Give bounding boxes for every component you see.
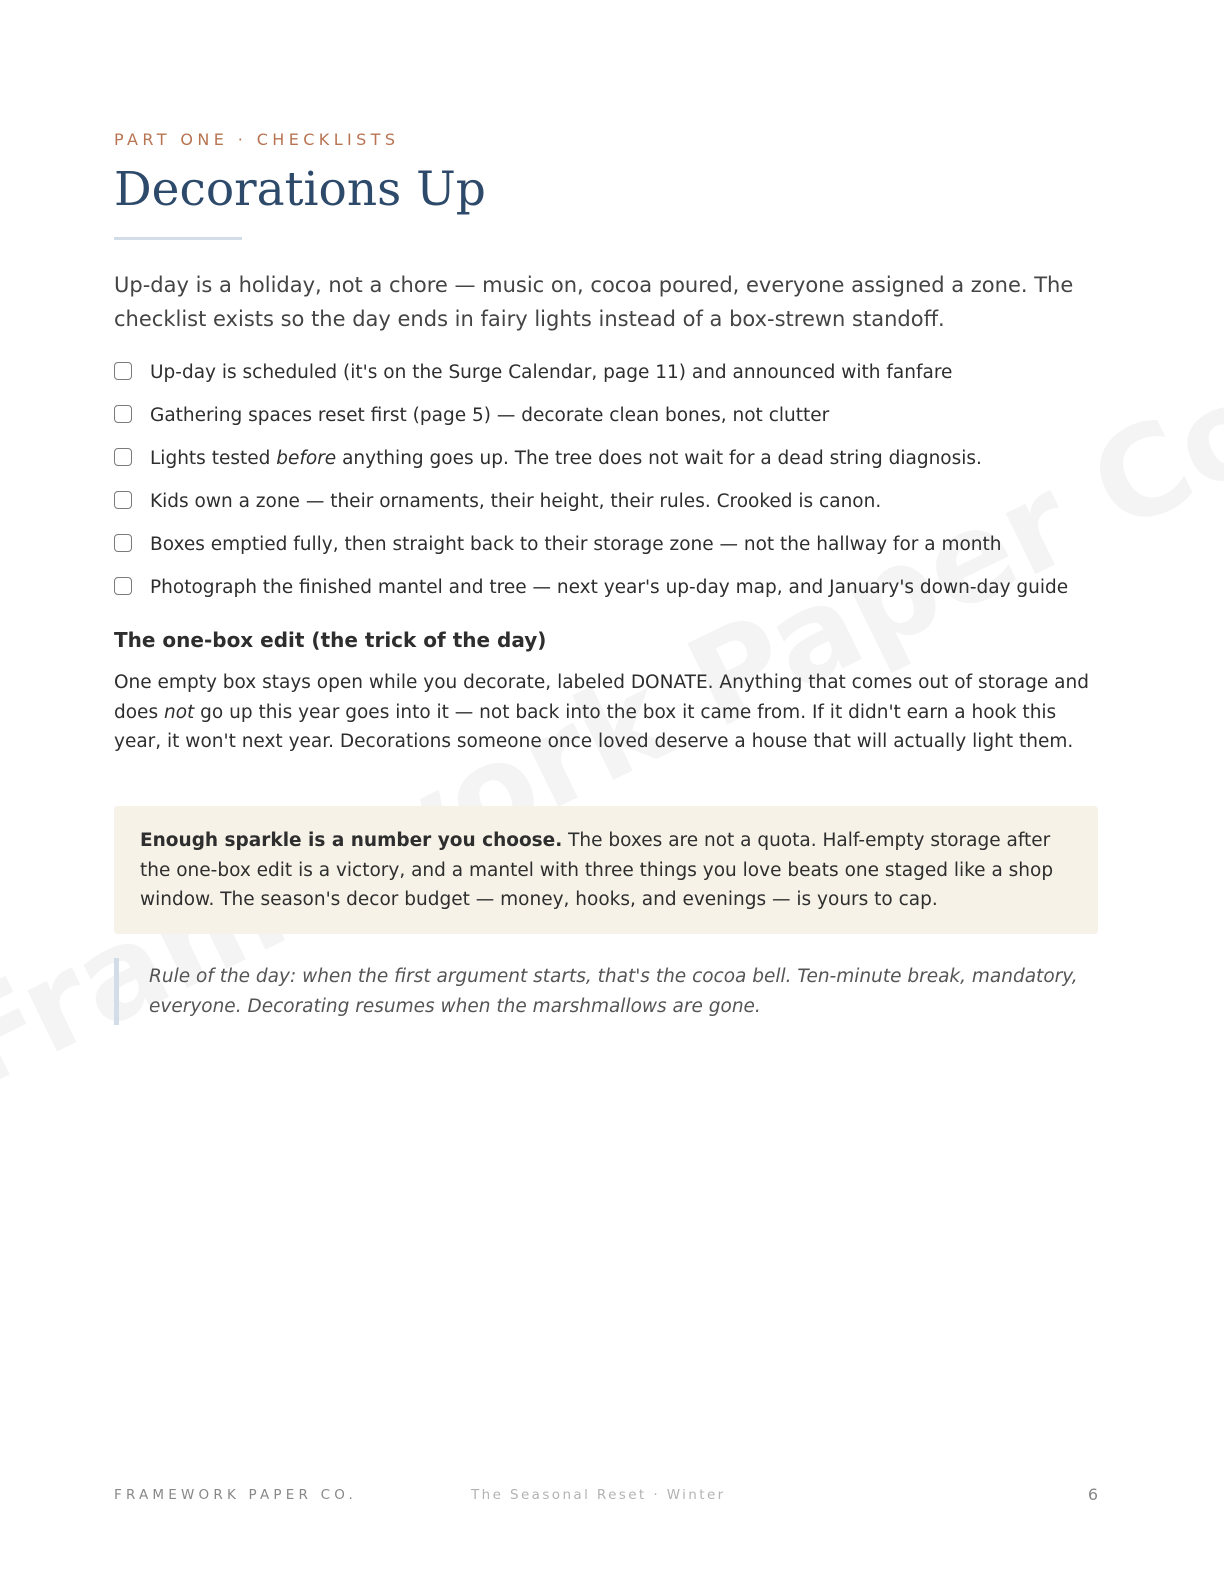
title-underline [114, 237, 242, 240]
section-paragraph-emphasis: not [163, 701, 195, 723]
footer-book-title: The Seasonal Reset · Winter [471, 1487, 726, 1503]
checkbox-icon[interactable] [114, 577, 132, 595]
checklist-item-text: Up-day is scheduled (it's on the Surge Calendar, page 11) and announced with fanfare [150, 362, 953, 383]
page-title: Decorations Up [114, 162, 486, 217]
section-eyebrow: PART ONE · CHECKLISTS [114, 130, 400, 149]
checklist-item-text: Gathering spaces reset first (page 5) — decorate clean bones, not clutter [150, 405, 830, 426]
checklist-item [114, 531, 1098, 574]
checkbox-icon[interactable] [114, 362, 132, 380]
checklist-item [114, 488, 1098, 531]
footer-brand: FRAMEWORK PAPER CO. [114, 1487, 357, 1503]
page [114, 0, 1098, 1584]
intro-paragraph: Up-day is a holiday, not a chore — music on, cocoa poured, everyone assigned a zone. The checklist exists so the day ends in fairy lights instead of a box-strewn standoff. [114, 273, 1074, 331]
section-heading: The one-box edit (the trick of the day) [114, 628, 547, 652]
checklist-item [114, 574, 1098, 617]
checklist-item-text [150, 448, 982, 469]
callout-text: The boxes are not a quota. Half-empty storage after the one-box edit is a victory, and a mantel with three things you love beats one staged like a shop window. The season's decor budget — money, hooks, and evenings — is yours to cap. [140, 830, 1054, 910]
checklist-item [114, 445, 1098, 488]
section-paragraph-rest: go up this year goes into it — not back into the box it came from. If it didn't earn a hook this year, it won't next year. Decorations someone once loved deserve a house that will actually light them. [114, 701, 1074, 752]
checkbox-icon[interactable] [114, 448, 132, 466]
checklist-item [114, 359, 1098, 402]
checklist-item-emphasis: before [276, 448, 337, 469]
checkbox-icon[interactable] [114, 491, 132, 509]
section-paragraph-lead: One empty box stays open while you decorate, labeled DONATE. Anything that comes out of storage and does [114, 672, 1089, 723]
checklist-item-text-lead: Lights tested [150, 448, 277, 469]
checklist-item-text: Boxes emptied fully, then straight back to their storage zone — not the hallway for a month [150, 534, 1002, 555]
page-number: 6 [1087, 1485, 1098, 1504]
checklist-item-text: Kids own a zone — their ornaments, their height, their rules. Crooked is canon. [150, 491, 882, 512]
section-paragraph [114, 668, 1098, 757]
callout-bold: Enough sparkle is a number you choose. [140, 830, 563, 851]
checklist-item [114, 402, 1098, 445]
checklist-item-text: Photograph the finished mantel and tree — next year's up-day map, and January's down-day guide [150, 577, 1069, 598]
callout-box [114, 806, 1098, 934]
checklist [114, 359, 1098, 617]
pull-quote: Rule of the day: when the first argument starts, that's the cocoa bell. Ten-minute break, mandatory, everyone. Decorating resumes when the marshmallows are gone. [114, 958, 1098, 1025]
checkbox-icon[interactable] [114, 534, 132, 552]
checkbox-icon[interactable] [114, 405, 132, 423]
checklist-item-text-rest: anything goes up. The tree does not wait for a dead string diagnosis. [336, 448, 982, 469]
